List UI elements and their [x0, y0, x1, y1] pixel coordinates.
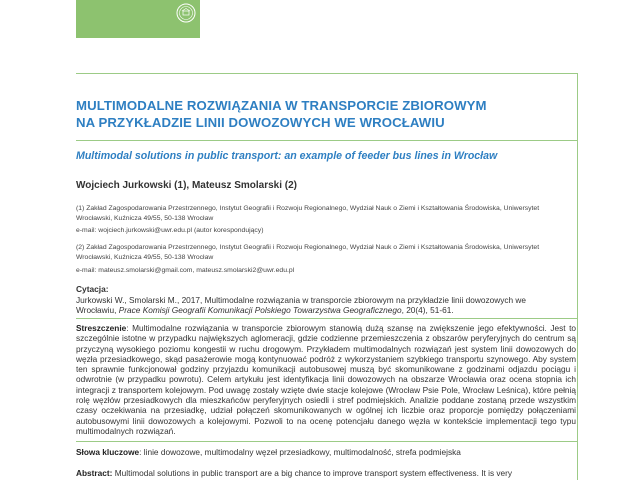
abstract-divider — [76, 441, 578, 442]
paper-title — [76, 97, 576, 131]
abstract-english-label: Abstract: — [76, 468, 113, 478]
citation-line-2-end: , 20(4), 51-61. — [401, 305, 454, 316]
citation-label: Cytacja: — [76, 284, 109, 294]
citation-line-2 — [76, 305, 576, 315]
affiliation-2-line-2: Wrocławski, Kuźnicza 49/55, 50-138 Wrocław — [76, 254, 214, 261]
affiliation-2 — [76, 243, 576, 263]
paper-title-line-1: MULTIMODALNE ROZWIĄZANIA W TRANSPORCIE ZBIOROWYM — [76, 98, 487, 113]
affiliation-1-line-1: (1) Zakład Zagospodarowania Przestrzennego, Instytut Geografii i Rozwoju Regionalnego, Wydział Nauk o Ziemi i Kształtowania Środowiska, Uniwersytet — [76, 205, 540, 212]
abstract-english — [76, 468, 576, 478]
citation-journal: Prace Komisji Geografii Komunikacji Polskiego Towarzystwa Geograficznego — [118, 305, 402, 316]
affiliation-1-line-2: Wrocławski, Kuźnicza 49/55, 50-138 Wrocław — [76, 215, 214, 222]
abstract-polish — [76, 323, 576, 436]
journal-seal-icon — [176, 3, 196, 23]
affiliation-2-email: e-mail: mateusz.smolarski@gmail.com, mateusz.smolarski2@uwr.edu.pl — [76, 267, 295, 274]
title-divider — [76, 140, 578, 141]
affiliation-1-email: e-mail: wojciech.jurkowski@uwr.edu.pl (autor korespondujący) — [76, 227, 264, 234]
citation-divider — [76, 318, 578, 319]
affiliation-2-line-1: (2) Zakład Zagospodarowania Przestrzennego, Instytut Geografii i Rozwoju Regionalnego, Wydział Nauk o Ziemi i Kształtowania Środowiska, Uniwersytet — [76, 244, 540, 251]
keywords-polish-label: Słowa kluczowe — [76, 447, 140, 457]
paper-subtitle-english: Multimodal solutions in public transport: an example of feeder bus lines in Wrocław — [76, 150, 498, 162]
citation-line-1: Jurkowski W., Smolarski M., 2017, Multimodalne rozwiązania w transporcie zbiorowym na przykładzie linii dowozowych we — [76, 295, 527, 305]
affiliation-1 — [76, 204, 576, 224]
paper-title-line-2: NA PRZYKŁADZIE LINII DOWOZOWYCH WE WROCŁAWIU — [76, 115, 445, 130]
authors: Wojciech Jurkowski (1), Mateusz Smolarski (2) — [76, 180, 297, 191]
keywords-polish — [76, 447, 576, 457]
frame-rule-right — [577, 73, 578, 480]
abstract-polish-text: : Multimodalne rozwiązania w transporcie zbiorowym stanowią dużą szansę na zwiększenie jego efektywności. Jest to szczególnie istotne w przypadku największych aglomeracji, gdzie codzienne przemieszczenia z obszarów peryferyjnych do centrum są przyczyną wysokiego poziomu kongestii w ruchu drogowym. Przykładem multimodalnych rozwiązań jest system linii dowozowych do węzła przesiadkowego, skąd pasażerowie mogą kontynuować podróż z wykorzystaniem szybkiego transportu szynowego. Aby system ten sprawnie funkcjonował godziny przyjazdu komunikacji autobusowej muszą być skomunikowane z godzinami odjazdu pociągu i odwrotnie (w przypadku powrotu). Celem artykułu jest identyfikacja linii dowozowych na obszarze Wrocławia oraz ocena stopnia ich integracji z transportem kolejowym. Pod uwagę zostały wzięte dwie stacje kolejowe (Wrocław Psie Pole, Wrocław Leśnica), które pełnią rolę węzłów przesiadkowych dla mieszkańców peryferyjnych osiedli i stref podmiejskich. Analizie poddane zostaną przede wszystkim czasy oczekiwania na przesiadkę, udział połączeń skomunikowanych w ogólnej ich liczbie oraz proporcje pomiędzy połączeniami autobusowymi linii dowozowych a kolejowymi. Pozwoli to na ocenę potencjału danego węzła w kontekście implementacji tego typu multimodalnych rozwiązań. — [76, 323, 576, 436]
citation-text — [76, 295, 576, 316]
abstract-english-text: Multimodal solutions in public transport are a big chance to improve transport system effectiveness. It is very — [112, 468, 513, 478]
citation-line-2-start: Wrocławiu, — [76, 305, 119, 316]
keywords-polish-text: : linie dowozowe, multimodalny węzeł przesiadkowy, multimodalność, strefa podmiejska — [139, 447, 461, 457]
frame-rule-top — [76, 73, 578, 74]
abstract-polish-label: Streszczenie — [76, 323, 127, 333]
